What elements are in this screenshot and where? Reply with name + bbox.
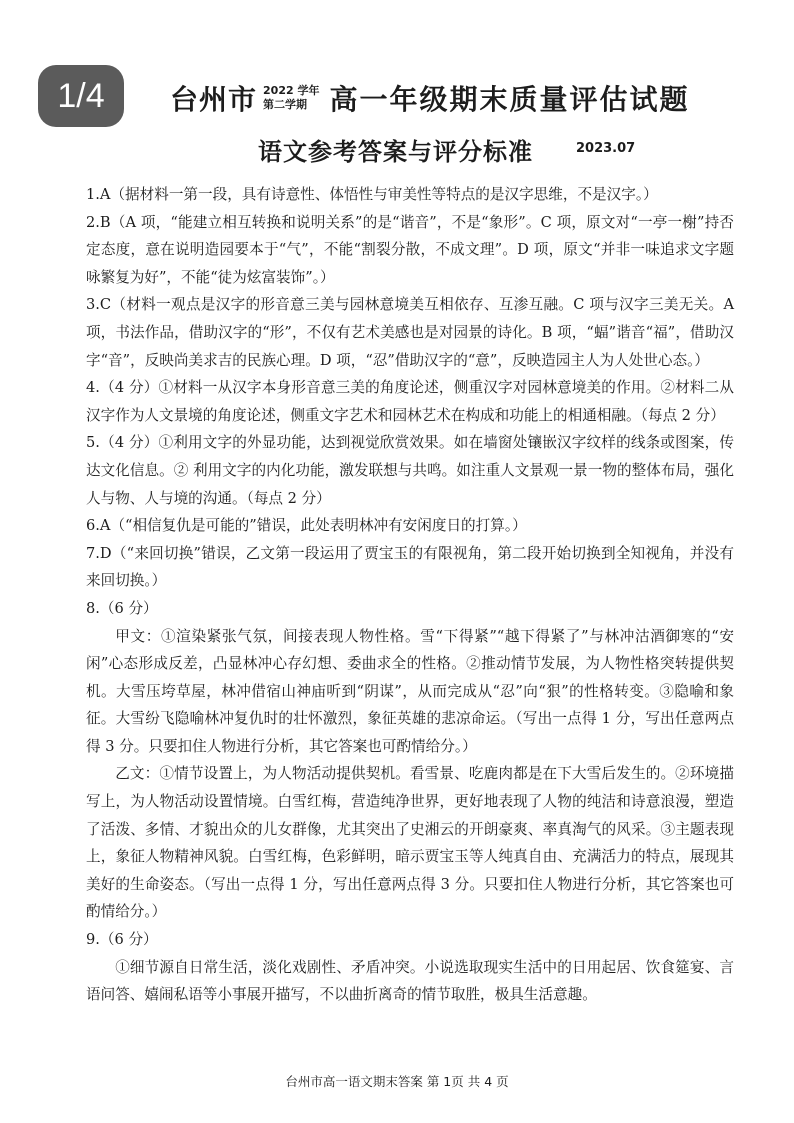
answer-key-body: [86, 181, 734, 1009]
term-label: [263, 84, 319, 112]
answer-9-heading: 9.（6 分）: [86, 931, 158, 949]
term-semester: 第二学期: [263, 98, 308, 111]
city-name: 台州市: [170, 83, 258, 116]
exam-title: 高一年级期末质量评估试题: [329, 83, 690, 116]
answer-8-text-yi: 乙文：①情节设置上，为人物活动提供契机。看雪景、吃鹿肉都是在下大雪后发生的。②环境描写上，为人物活动设置情境。白雪红梅，营造纯净世界，更好地表现了人物的纯洁和诗意浪漫，塑造了活泼、多情、才貌出众的儿女群像，尤其突出了史湘云的开朗豪爽、率真淘气的风采。③主题表现上，象征人物精神风貌。白雪红梅，色彩鲜明，暗示贾宝玉等人纯真自由、充满活力的特点，展现其美好的生命姿态。（写出一点得 1 分，写出任意两点得 3 分。只要扣住人物进行分析，其它答案也可酌情给分。）: [86, 765, 734, 921]
term-year: 2022 学年: [263, 84, 320, 97]
exam-header: [170, 78, 689, 118]
answer-9-point-1: ①细节源自日常生活，淡化戏剧性、矛盾冲突。小说选取现实生活中的日用起居、饮食筵宴、言语问答、嬉闹私语等小事展开描写，不以曲折离奇的情节取胜，极具生活意趣。: [86, 958, 734, 1004]
page-footer: 台州市高一语文期末答案 第 1页 共 4 页: [285, 1074, 509, 1089]
answer-1: 1.A（据材料一第一段，具有诗意性、体悟性与审美性等特点的是汉字思维，不是汉字。）: [86, 186, 658, 203]
page-indicator-badge: 1/4: [38, 65, 124, 127]
answer-5: 5.（4 分）①利用文字的外显功能，达到视觉欣赏效果。如在墙窗处镶嵌汉字纹样的线条或图案，传达文化信息。② 利用文字的内化功能，激发联想与共鸣。如注重人文景观一景一物的整体布局，强化人与物、人与境的沟通。（每点 2 分）: [86, 434, 734, 507]
answer-6: 6.A（“相信复仇是可能的”错误，此处表明林冲有安闲度日的打算。）: [86, 517, 527, 535]
answer-8-text-jia: 甲文：①渲染紧张气氛，间接表现人物性格。雪“下得紧”“越下得紧了”与林冲沽酒御寒的“安闲”心态形成反差，凸显林冲心存幻想、委曲求全的性格。②推动情节发展，为人物性格突转提供契机。大雪压垮草屋，林冲借宿山神庙听到“阴谋”，从而完成从“忍”向“狠”的性格转变。③隐喻和象征。大雪纷飞隐喻林冲复仇时的壮怀激烈，象征英雄的悲凉命运。（写出一点得 1 分，写出任意两点得 3 分。只要扣住人物进行分析，其它答案也可酌情给分。）: [86, 627, 734, 755]
answer-8-heading: 8.（6 分）: [86, 599, 158, 617]
document-date: 2023.07: [576, 141, 636, 156]
answer-3: 3.C（材料一观点是汉字的形音意三美与园林意境美互相依存、互渗互融。C 项与汉字三美无关。A 项，书法作品，借助汉字的“形”，不仅有艺术美感也是对园景的诗化。B 项，“蝠”谐音“福”，借助汉字“音”，反映尚美求吉的民族心理。D 项，“忍”借助汉字的“意”，反映造园主人为人处世心态。）: [86, 296, 734, 369]
answer-4: 4.（4 分）①材料一从汉字本身形音意三美的角度论述，侧重汉字对园林意境美的作用。②材料二从汉字作为人文景境的角度论述，侧重文字艺术和园林艺术在构成和功能上的相通相融。（每点 2 分）: [86, 379, 734, 424]
answer-7: 7.D（“来回切换”错误，乙文第一段运用了贾宝玉的有限视角，第二段开始切换到全知视角，并没有来回切换。）: [86, 544, 734, 590]
answer-2: 2.B（A 项，“能建立相互转换和说明关系”的是“谐音”，不是“象形”。C 项，原文对“一亭一榭”持否定态度，意在说明造园要本于“气”，不能“割裂分散，不成文理”。D 项，原文“并非一味追求文字题咏繁复为好”，不能“徒为炫富装饰”。）: [86, 213, 734, 286]
document-subtitle: 语文参考答案与评分标准: [258, 137, 533, 166]
